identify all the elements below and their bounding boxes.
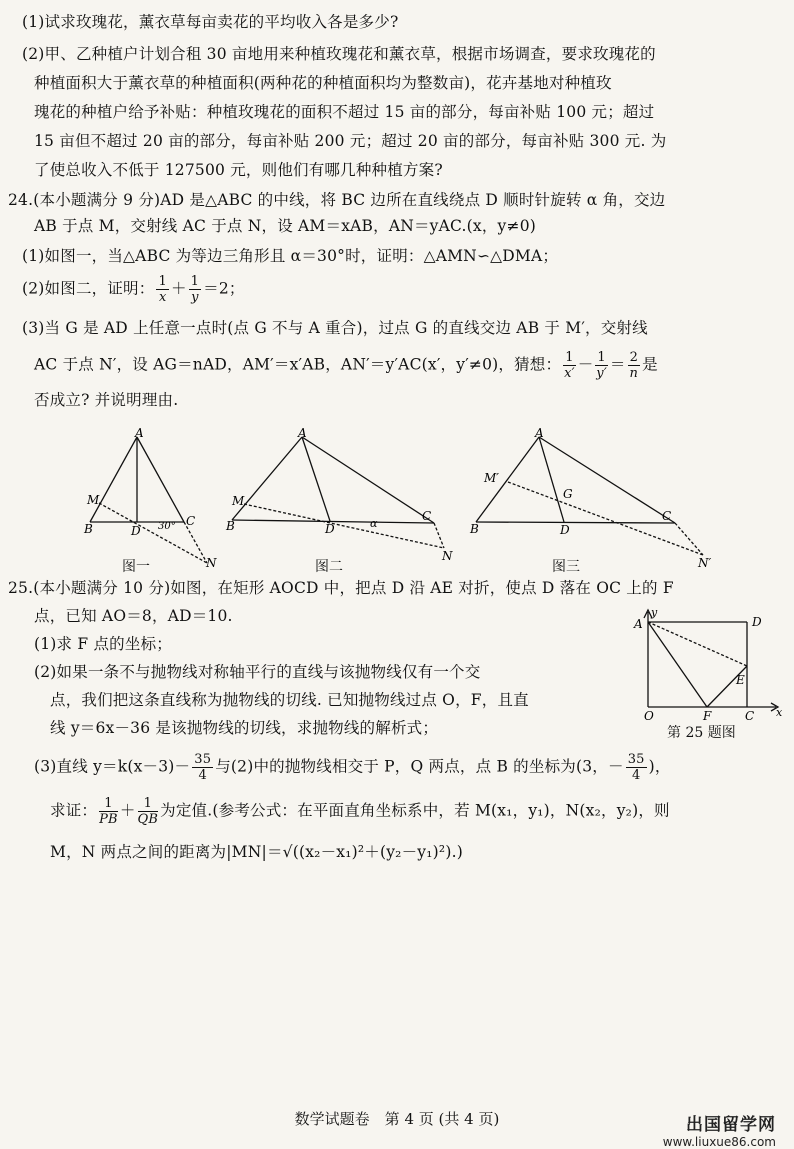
fig25-label-E: E: [736, 673, 745, 687]
fig2-label-N: N: [442, 549, 453, 563]
equals-sign: ＝: [609, 355, 626, 374]
figure-3: [466, 420, 726, 574]
fig25-label-D: D: [752, 615, 762, 629]
figure-3-svg: [466, 420, 726, 570]
q25-stem-line1: 25.(本小题满分 10 分)如图，在矩形 AOCD 中，把点 D 沿 AE 对折，使点 D 落在 OC 上的 F: [8, 579, 674, 597]
q25-part3-line2: [50, 796, 670, 827]
figure-3-caption: 图三: [552, 559, 580, 575]
figure-25: [626, 604, 786, 728]
figure-25-caption: 第 25 题图: [667, 725, 736, 741]
fraction-1-over-y: $\frac{1}{y}$: [190, 274, 200, 305]
fraction-35-over-4-b: $\frac{35}{4}$: [627, 752, 645, 783]
q25-part3-line1-middle: 与(2)中的抛物线相交于 P，Q 两点，点 B 的坐标为(3，－: [215, 757, 624, 776]
fraction-1-over-yp: $\frac{1}{y'}$: [596, 350, 607, 381]
fig1-label-A: A: [135, 426, 144, 440]
fig1-label-N: N: [206, 556, 217, 570]
fig25-label-A: A: [634, 617, 643, 631]
fig2-label-C: C: [422, 509, 432, 523]
fig3-label-G: G: [563, 487, 573, 501]
fig25-label-x: x: [776, 706, 783, 719]
minus-sign: －: [577, 355, 594, 374]
plus-sign-2: ＋: [119, 801, 136, 820]
figure-2-svg: [222, 420, 462, 565]
figure-2: [222, 420, 462, 569]
figure-1: [80, 425, 230, 574]
q24-stem-line1: 24.(本小题满分 9 分)AD 是△ABC 的中线，将 BC 边所在直线绕点 D 顺时针旋转 α 角，交边: [8, 191, 666, 209]
page-footer: 数学试题卷 第 4 页 (共 4 页): [294, 1110, 500, 1128]
fig3-label-B: B: [470, 522, 479, 536]
fig25-label-y: y: [651, 606, 658, 619]
fig1-label-B: B: [84, 522, 93, 536]
fig1-label-angle: 30°: [158, 521, 176, 532]
fraction-2-over-n: $\frac{2}{n}$: [629, 350, 639, 381]
q23-part2-line5: 了使总收入不低于 127500 元，则他们有哪几种种植方案?: [34, 161, 443, 179]
fig2-label-alpha: α: [370, 517, 378, 530]
fig1-label-C: C: [186, 514, 196, 528]
q24-part3-line1: (3)当 G 是 AD 上任意一点时(点 G 不与 A 重合)，过点 G 的直线交边 AB 于 M′，交射线: [22, 319, 648, 337]
q23-part1: (1)试求玫瑰花，薰衣草每亩卖花的平均收入各是多少?: [22, 13, 399, 31]
q24-part3-line2-suffix: 是: [642, 355, 658, 374]
figure-1-svg: [80, 425, 230, 570]
figure-1-caption: 图一: [122, 559, 150, 575]
q25-part3-line2-suffix: 为定值.(参考公式：在平面直角坐标系中，若 M(x₁，y₁)，N(x₂，y₂)，则: [160, 801, 670, 820]
fraction-1-over-PB: $\frac{1}{PB}$: [99, 796, 118, 827]
q25-part2-line2: 点，我们把这条直线称为抛物线的切线. 已知抛物线过点 O，F，且直: [50, 691, 529, 709]
q24-part3-line2: [34, 350, 658, 381]
q25-part3-line1-suffix: )，: [648, 757, 671, 776]
q23-part2-line1: (2)甲、乙种植户计划合租 30 亩地用来种植玫瑰花和薰衣草，根据市场调查，要求玫瑰花的: [22, 45, 656, 63]
fig2-label-M: M: [232, 494, 245, 508]
fig2-label-A: A: [298, 426, 307, 440]
fig3-label-A: A: [535, 426, 544, 440]
fraction-1-over-QB: $\frac{1}{QB}$: [137, 796, 159, 827]
fig2-label-D: D: [325, 522, 335, 536]
q23-part2-line2: 种植面积大于薰衣草的种植面积(两种花的种植面积均为整数亩)，花卉基地对种植玫: [34, 74, 612, 92]
q25-part2-line3: 线 y＝6x－36 是该抛物线的切线，求抛物线的解析式；: [50, 719, 439, 737]
fraction-1-over-xp: $\frac{1}{x'}$: [564, 350, 575, 381]
fig2-label-B: B: [226, 519, 235, 533]
q25-part1: (1)求 F 点的坐标；: [34, 635, 172, 653]
q24-part1: (1)如图一，当△ABC 为等边三角形且 α＝30°时，证明：△AMN∽△DMA；: [22, 247, 559, 265]
q23-part2-line4: 15 亩但不超过 20 亩的部分，每亩补贴 200 元；超过 20 亩的部分，每亩补贴 300 元. 为: [34, 132, 667, 150]
watermark: [663, 1110, 776, 1149]
watermark-url: www.liuxue86.com: [662, 1135, 776, 1149]
fraction-35-over-4: $\frac{35}{4}$: [194, 752, 212, 783]
q25-part2-line1: (2)如果一条不与抛物线对称轴平行的直线与该抛物线仅有一个交: [34, 663, 481, 681]
fig1-label-D: D: [131, 524, 141, 538]
q24-part2-suffix: ＝2；: [203, 279, 245, 298]
fig1-label-M: M: [87, 493, 100, 507]
plus-sign: ＋: [170, 279, 187, 298]
fig3-label-C: C: [662, 509, 672, 523]
q25-part3-line1: [34, 752, 671, 783]
q25-part3-line1-prefix: (3)直线 y＝k(x－3)－: [34, 757, 191, 776]
watermark-title: 出国留学网: [686, 1115, 776, 1135]
q24-part3-line3: 否成立? 并说明理由.: [34, 391, 179, 409]
fig3-label-Nprime: N′: [698, 556, 712, 570]
fraction-1-over-x: $\frac{1}{x}$: [158, 274, 167, 305]
q24-part2: [22, 274, 245, 305]
q25-part3-line2-prefix: 求证：: [50, 801, 98, 820]
fig25-label-O: O: [644, 709, 654, 723]
q24-part2-prefix: (2)如图二，证明：: [22, 279, 155, 298]
q24-part3-line2-prefix: AC 于点 N′，设 AG＝nAD，AM′＝x′AB，AN′＝y′AC(x′，y′≠0)，猜想：: [34, 355, 562, 374]
q25-stem-line2: 点，已知 AO＝8，AD＝10.: [34, 607, 233, 625]
figure-25-svg: [626, 604, 786, 724]
fig3-label-D: D: [560, 523, 570, 537]
q23-part2-line3: 瑰花的种植户给予补贴：种植玫瑰花的面积不超过 15 亩的部分，每亩补贴 100 元；超过: [34, 103, 655, 121]
fig3-label-Mprime: M′: [484, 471, 500, 485]
fig25-label-F: F: [703, 709, 712, 723]
q25-part3-line3: M，N 两点之间的距离为|MN|＝√((x₂－x₁)²＋(y₂－y₁)²).): [50, 843, 463, 861]
fig25-label-C: C: [745, 709, 755, 723]
figure-2-caption: 图二: [315, 559, 343, 575]
q24-stem-line2: AB 于点 M，交射线 AC 于点 N，设 AM＝xAB，AN＝yAC.(x，y≠0): [34, 217, 537, 235]
